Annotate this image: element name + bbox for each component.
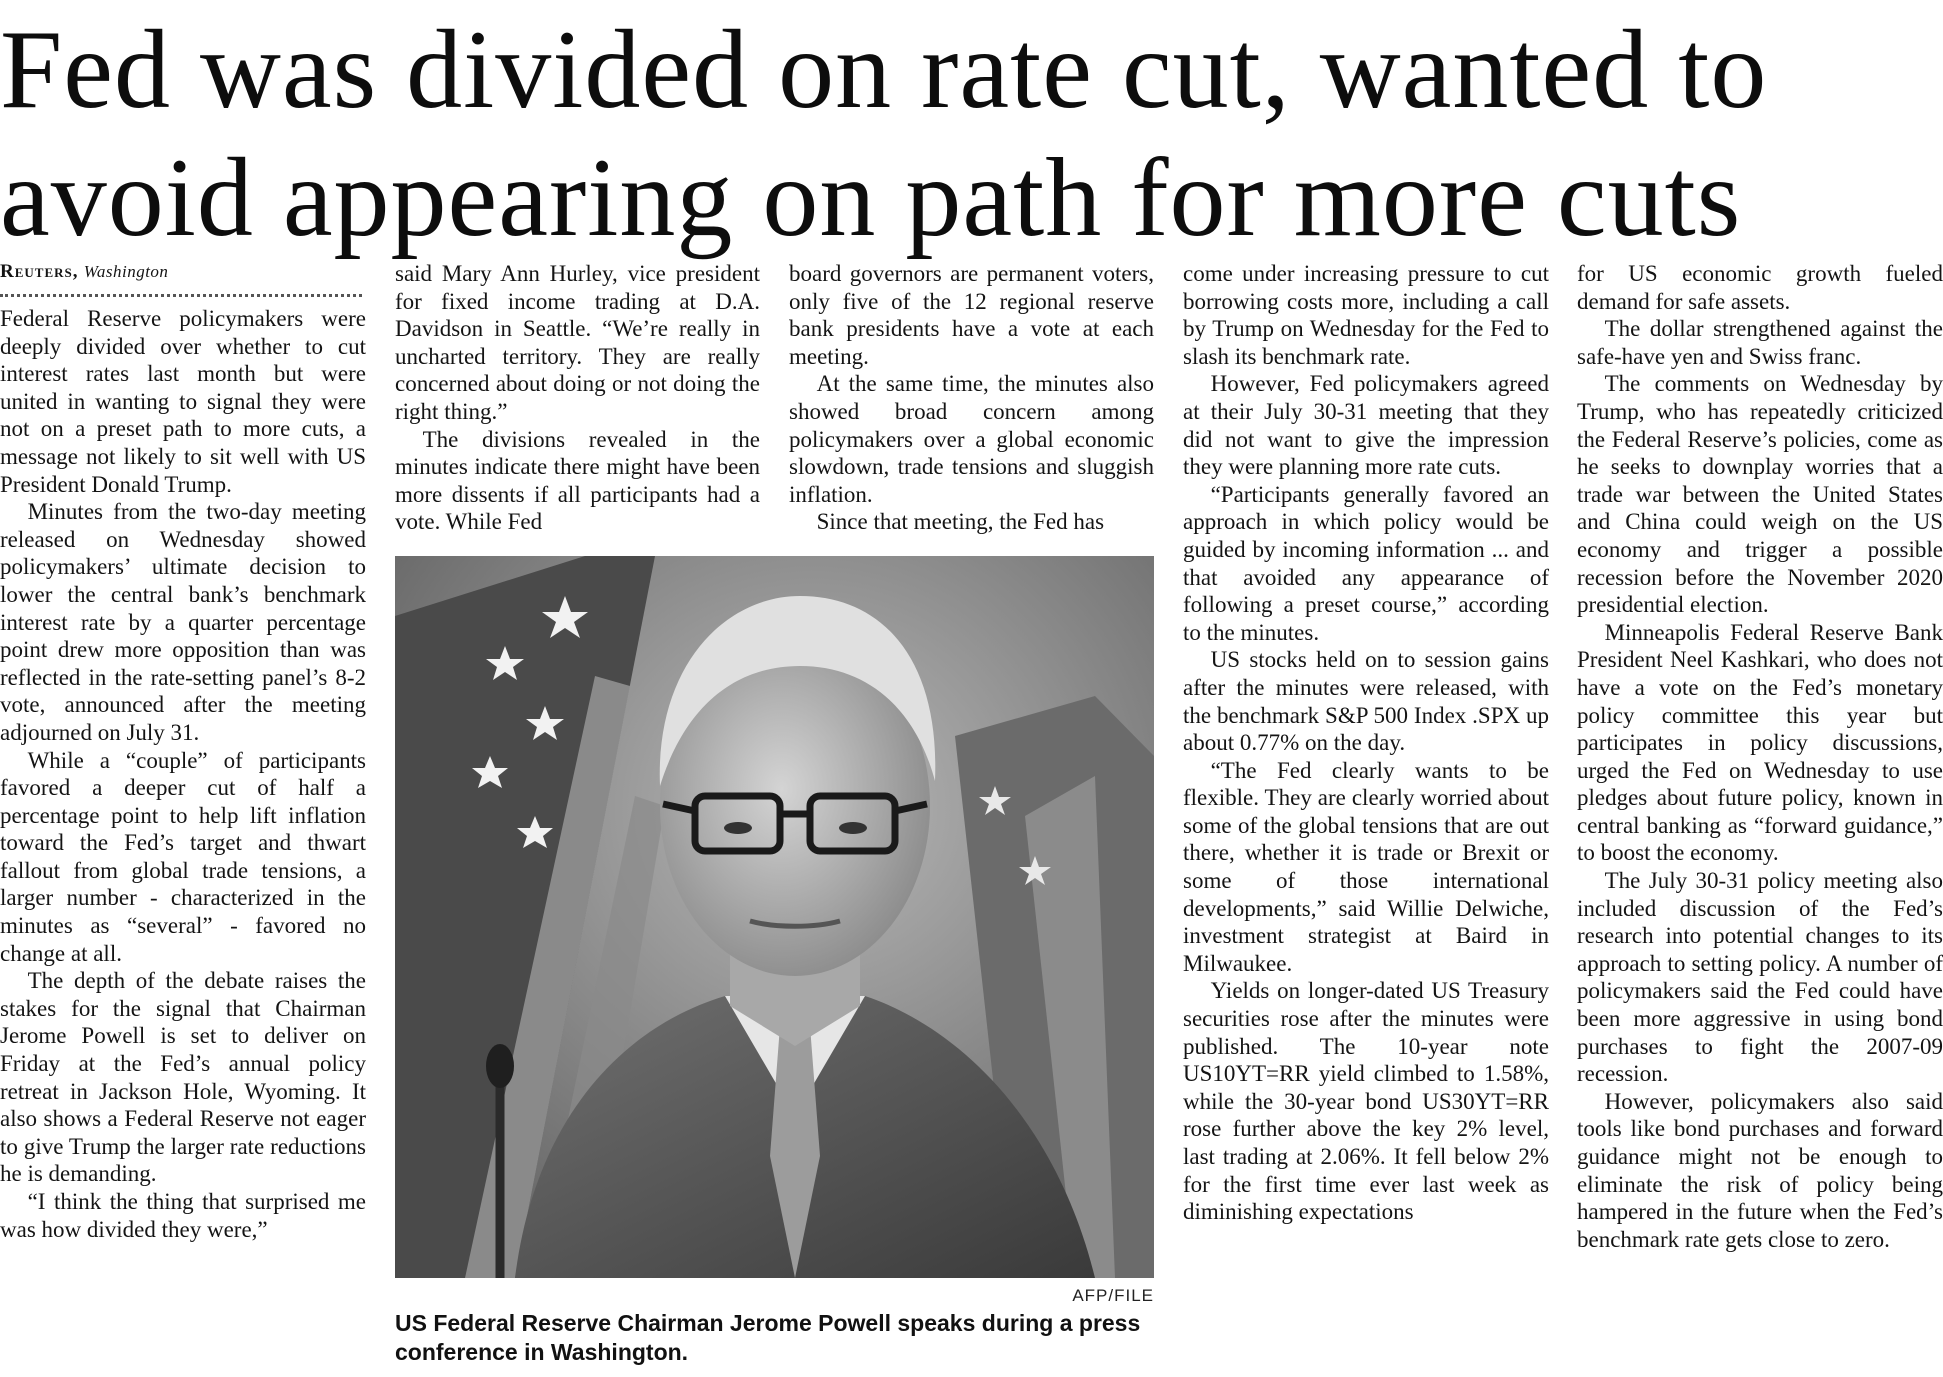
- paragraph: US stocks held on to session gains after the minutes were released, with the benchmark S&P 500 Index .SPX up about 0.77% on the day.: [1183, 647, 1549, 756]
- headline: [0, 6, 1943, 262]
- paragraph: The depth of the debate raises the stakes for the signal that Chairman Jerome Powell is set to deliver on Friday at the Fed’s annual policy retreat in Jackson Hole, Wyoming. It also shows a Federal Reserve not eager to give Trump the larger rate reductions he is demanding.: [0, 968, 366, 1187]
- news-photo: [395, 556, 1154, 1278]
- byline: [0, 260, 366, 284]
- paragraph: Yields on longer-dated US Treasury securities rose after the minutes were published. The 10-year note US10YT=RR yield climbed to 1.58%, while the 30-year bond US30YT=RR rose further above the key 2% level, last trading at 2.06%. It fell below 2% for the first time ever last week as diminishing expectations: [1183, 978, 1549, 1225]
- paragraph: The July 30-31 policy meeting also included discussion of the Fed’s research into potential changes to its approach to setting policy. A number of policymakers said the Fed could have been more aggressive in using bond purchases to fight the 2007-09 recession.: [1577, 868, 1943, 1087]
- article-column-5: [1577, 260, 1943, 1253]
- paragraph: “The Fed clearly wants to be flexible. They are clearly worried about some of the global tensions that are out there, whether it is trade or Brexit or some of those international developments,” said Willie Delwiche, investment strategist at Baird in Milwaukee.: [1183, 757, 1549, 976]
- article-column-1: [0, 260, 366, 1243]
- paragraph: come under increasing pressure to cut borrowing costs more, including a call by Trump on Wednesday for the Fed to slash its benchmark rate.: [1183, 261, 1549, 369]
- article-column-4: [1183, 260, 1549, 1226]
- paragraph: board governors are permanent voters, only five of the 12 regional reserve bank presidents have a vote at each meeting.: [789, 261, 1154, 369]
- photo-credit: AFP/FILE: [1072, 1286, 1154, 1305]
- paragraph: Since that meeting, the Fed has: [816, 509, 1105, 535]
- photo-caption: US Federal Reserve Chairman Jerome Powell speaks during a press conference in Washington.: [395, 1310, 1141, 1365]
- paragraph: The divisions revealed in the minutes indicate there might have been more dissents if all participants had a vote. While Fed: [395, 426, 760, 535]
- article-column-3: [789, 260, 1154, 536]
- article-column-2: [395, 260, 760, 536]
- byline-location: Washington: [83, 262, 169, 281]
- byline-divider: [0, 284, 362, 297]
- paragraph: However, Fed policymakers agreed at their July 30-31 meeting that they did not want to give the impression they were planning more rate cuts.: [1183, 371, 1549, 480]
- paragraph: for US economic growth fueled demand for safe assets.: [1577, 261, 1943, 314]
- paragraph: Federal Reserve policymakers were deeply divided over whether to cut interest rates last month but were united in wanting to signal they were not on a preset path to more cuts, a message not likely to sit well with US President Donald Trump.: [0, 306, 366, 497]
- headline-line-1: Fed was divided on rate cut, wanted to: [0, 8, 1768, 132]
- paragraph: The comments on Wednesday by Trump, who has repeatedly criticized the Federal Reserve’s policies, come as he seeks to downplay worries that a trade war between the United States and China could weigh on the US economy and trigger a possible recession before the November 2020 presidential election.: [1577, 371, 1943, 618]
- paragraph: While a “couple” of participants favored a deeper cut of half a percentage point to help lift inflation toward the Fed’s target and thwart fallout from global trade tensions, a larger number - characterized in the minutes as “several” - favored no change at all.: [0, 747, 366, 966]
- paragraph: “Participants generally favored an approach in which policy would be guided by incoming information ... and that avoided any appearance of following a preset course,” according to the minutes.: [1183, 481, 1549, 645]
- headline-line-2: avoid appearing on path for more cuts: [0, 136, 1742, 260]
- paragraph: Minneapolis Federal Reserve Bank President Neel Kashkari, who does not have a vote on the Fed’s monetary policy committee this year but participates in policy discussions, urged the Fed on Wednesday to use pledges about future policy, known in central banking as “forward guidance,” to boost the economy.: [1577, 619, 1943, 866]
- paragraph: Minutes from the two-day meeting released on Wednesday showed policymakers’ ultimate decision to lower the central bank’s benchmark interest rate by a quarter percentage point drew more opposition than was reflected in the rate-setting panel’s 8-2 vote, announced after the meeting adjourned on July 31.: [0, 499, 366, 745]
- paragraph: said Mary Ann Hurley, vice president for fixed income trading at D.A. Davidson in Seattle. “We’re really in uncharted territory. They are really concerned about doing or not doing the right thing.”: [395, 261, 760, 424]
- byline-agency: Reuters,: [0, 261, 79, 282]
- paragraph: “I think the thing that surprised me was how divided they were,”: [0, 1189, 366, 1242]
- paragraph: The dollar strengthened against the safe-have yen and Swiss franc.: [1577, 316, 1943, 369]
- paragraph: However, policymakers also said tools like bond purchases and forward guidance might not be enough to eliminate the risk of policy being hampered in the future when the Fed’s benchmark rate gets close to zero.: [1577, 1088, 1943, 1252]
- paragraph: At the same time, the minutes also showed broad concern among policymakers over a global economic slowdown, trade tensions and sluggish inflation.: [789, 371, 1154, 507]
